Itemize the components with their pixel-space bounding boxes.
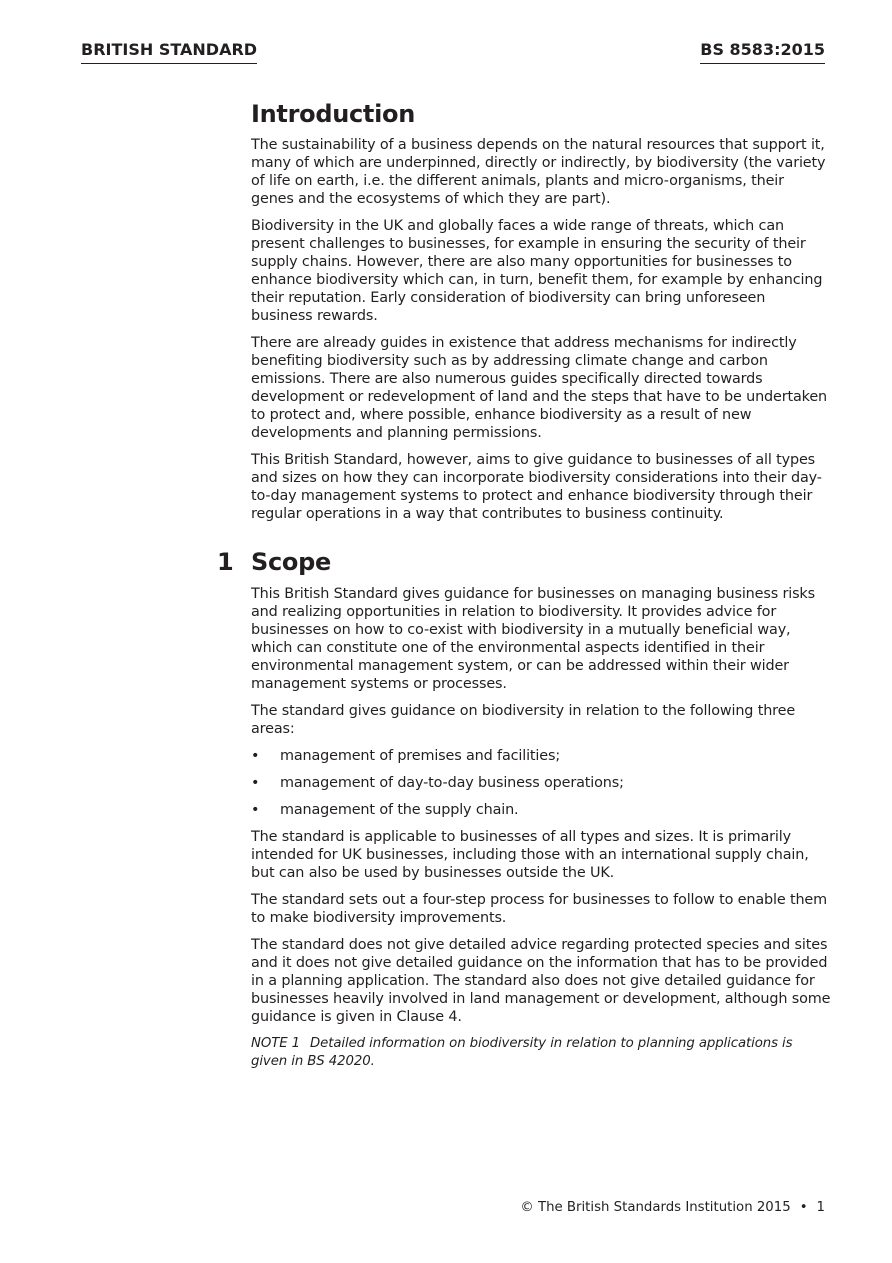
introduction-section [251, 136, 831, 532]
introduction-paragraph: The sustainability of a business depends on the natural resources that support it, many of which are underpinned, directly or indirectly, by biodiversity (the variety of life on earth, i.e. the different animals, plants and micro-organisms, their genes and the ecosystems of which they are part). [251, 137, 826, 207]
note-label: NOTE 1 [251, 1036, 301, 1051]
scope-paragraph: The standard is applicable to businesses of all types and sizes. It is primarily intended for UK businesses, including those with an international supply chain, but can also be used by businesses outside the UK. [251, 829, 809, 881]
list-item [251, 801, 831, 819]
scope-paragraph: This British Standard gives guidance for businesses on managing business risks and realizing opportunities in relation to biodiversity. It provides advice for businesses on how to co-exist with biodiversity in a mutually beneficial way, which can constitute one of the environmental aspects identified in their environmental management system, or can be addressed within their wider management systems or processes. [251, 586, 815, 692]
footer-separator: • [799, 1200, 808, 1215]
scope-heading: Scope [251, 548, 331, 576]
page-number: 1 [816, 1200, 825, 1215]
scope-paragraph: The standard gives guidance on biodiversity in relation to the following three areas: [251, 703, 796, 737]
introduction-paragraph: This British Standard, however, aims to give guidance to businesses of all types and sizes on how they can incorporate biodiversity considerations into their day-to-day management systems to protect and enhance biodiversity through their regular operations in a way that contributes to business continuity. [251, 452, 822, 522]
introduction-heading: Introduction [251, 100, 415, 128]
page-footer [520, 1199, 825, 1217]
list-item [251, 774, 831, 792]
scope-paragraph: The standard sets out a four-step process for businesses to follow to enable them to make biodiversity improvements. [251, 892, 828, 926]
introduction-paragraph: There are already guides in existence that address mechanisms for indirectly benefiting biodiversity such as by addressing climate change and carbon emissions. There are also numerous guides specifically directed towards development or redevelopment of land and the steps that have to be undertaken to protect and, where possible, enhance biodiversity as a result of new developments and planning permissions. [251, 335, 828, 441]
scope-paragraph: The standard does not give detailed advice regarding protected species and sites and it does not give detailed guidance on the information that has to be provided in a planning application. The standard also does not give detailed guidance for businesses heavily involved in land management or development, although some guidance is given in Clause 4. [251, 937, 831, 1025]
scope-clause-number: 1 [217, 548, 234, 576]
copyright-text: © The British Standards Institution 2015 [520, 1200, 791, 1215]
list-item [251, 747, 831, 765]
scope-section [251, 585, 831, 1071]
list-item-text: management of premises and facilities; [280, 748, 561, 764]
running-header-left: BRITISH STANDARD [81, 40, 257, 64]
bullet-icon: • [251, 748, 260, 764]
introduction-paragraph: Biodiversity in the UK and globally faces a wide range of threats, which can present challenges to businesses, for example in ensuring the security of their supply chains. However, there are also many opportunities for businesses to enhance biodiversity which can, in turn, benefit them, for example by enhancing their reputation. Early consideration of biodiversity can bring unforeseen business rewards. [251, 218, 823, 324]
list-item-text: management of the supply chain. [280, 802, 519, 818]
bullet-icon: • [251, 802, 260, 818]
running-header-right: BS 8583:2015 [700, 40, 825, 64]
bullet-icon: • [251, 775, 260, 791]
scope-note [251, 1035, 831, 1071]
list-item-text: management of day-to-day business operations; [280, 775, 624, 791]
note-text: Detailed information on biodiversity in relation to planning applications is given in BS 42020. [251, 1036, 793, 1069]
scope-areas-list [251, 747, 831, 819]
